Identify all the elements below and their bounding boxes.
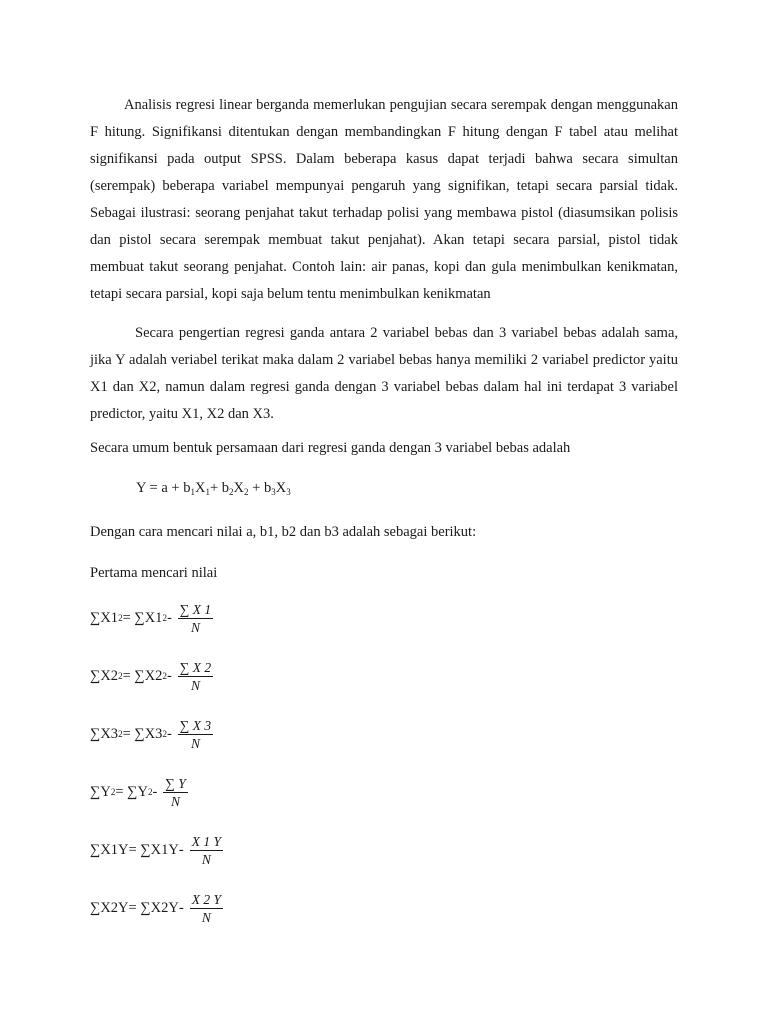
- formula-sum-x1y: ∑X1Y = ∑X1Y - $\frac{X 1 Y}{N}$: [90, 833, 221, 867]
- equation-intro-line: Secara umum bentuk persamaan dari regresi ganda dengan 3 variabel bebas adalah: [90, 440, 571, 456]
- first-step-line: Pertama mencari nilai: [90, 565, 218, 581]
- fraction: $\frac{\sum X 1}{N}$: [179, 601, 212, 635]
- formula-sum-y-squared: ∑Y 2 = ∑Y 2 - $\frac{\sum Y}{N}$: [90, 775, 186, 809]
- fraction: $\frac{X 1 Y}{N}$: [191, 833, 221, 867]
- paragraph-regression-intro: Analisis regresi linear berganda memerlukan pengujian secara serempak dengan menggunakan F hitung. Signifikansi ditentukan dengan membandingkan F hitung dengan F tabel atau melihat signifikansi pada output SPSS. Dalam beberapa kasus dapat terjadi bahwa secara simultan (serempak) beberapa variabel mempunyai pengaruh yang signifikan, tetapi secara parsial tidak. Sebagai ilustrasi: seorang penjahat takut terhadap polisi yang membawa pistol (diasumsikan polisis dan pistol secara serempak membuat takut penjahat). Akan tetapi secara parsial, pistol tidak membuat takut seorang penjahat. Contoh lain: air panas, kopi dan gula menimbulkan kenikmatan, tetapi secara parsial, kopi saja belum tentu menimbulkan kenikmatan: [90, 97, 678, 302]
- fraction: $\frac{\sum X 2}{N}$: [179, 659, 212, 693]
- fraction: $\frac{X 2 Y}{N}$: [191, 891, 221, 925]
- method-line: Dengan cara mencari nilai a, b1, b2 dan b3 adalah sebagai berikut:: [90, 524, 477, 540]
- fraction: $\frac{\sum X 3}{N}$: [179, 717, 212, 751]
- formula-sum-x1-squared: ∑X1 2 = ∑X1 2 - $\frac{\sum X 1}{N}$: [90, 601, 212, 635]
- formula-sum-x2-squared: ∑X2 2 = ∑X2 2 - $\frac{\sum X 2}{N}$: [90, 659, 212, 693]
- formula-sum-x2y: ∑X2Y = ∑X2Y - $\frac{X 2 Y}{N}$: [90, 891, 221, 925]
- fraction: $\frac{\sum Y}{N}$: [165, 775, 186, 809]
- paragraph-regression-definition: Secara pengertian regresi ganda antara 2 variabel bebas dan 3 variabel bebas adalah sama, jika Y adalah veriabel terikat maka dalam 2 variabel bebas hanya memiliki 2 variabel predictor yaitu X1 dan X2, namun dalam regresi ganda dengan 3 variabel bebas dalam hal ini terdapat 3 variabel predictor, yaitu X1, X2 dan X3.: [90, 325, 678, 422]
- formula-sum-x3-squared: ∑X3 2 = ∑X3 2 - $\frac{\sum X 3}{N}$: [90, 717, 212, 751]
- regression-equation: $Y = a + b_1X_1+ b_2X_2 + b_3X_3$: [136, 480, 291, 497]
